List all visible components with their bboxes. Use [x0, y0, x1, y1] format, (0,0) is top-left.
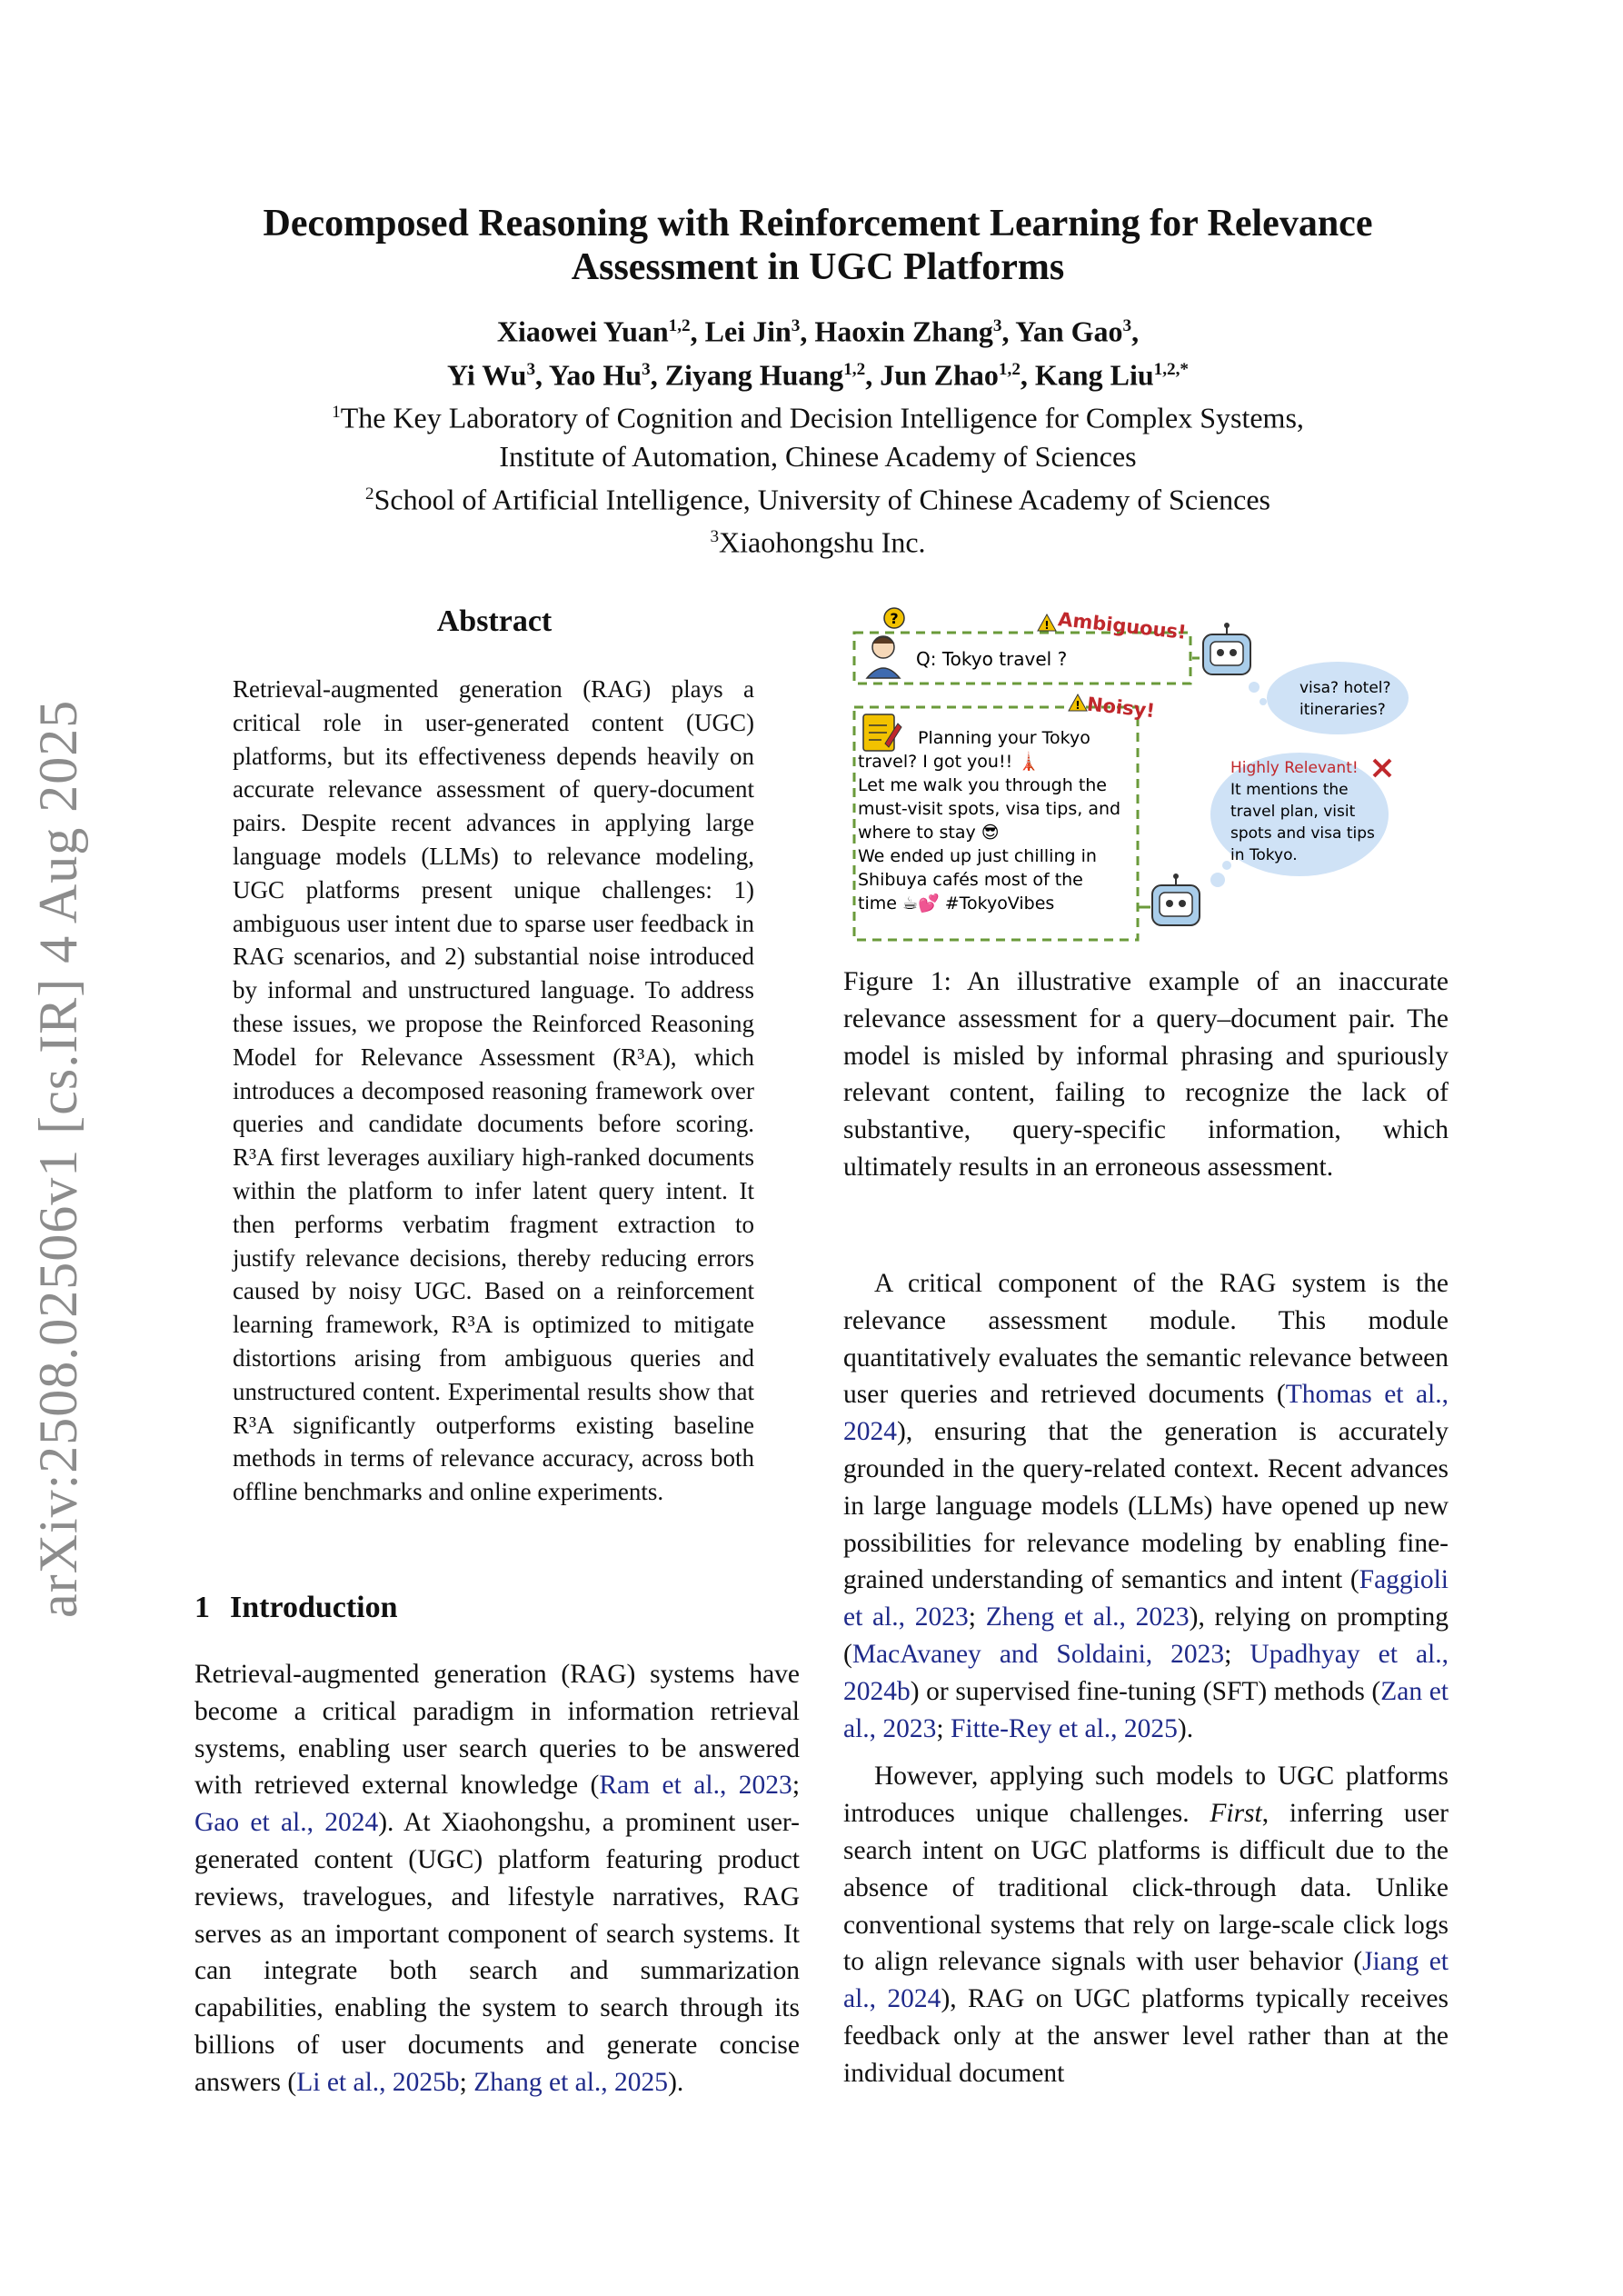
author-name: Lei Jin [704, 314, 792, 348]
svg-text:!: ! [1044, 619, 1050, 632]
author-affiliation-mark: 3 [642, 359, 651, 379]
intro-paragraph-2: A critical component of the RAG system is the relevance assessment module. This module quantitatively evaluates the semantic relevance between user queries and retrieved documents (Thomas et al., 2024), ensuring that the generation is accurately grounded in the query-related context. Recent advances in large language models (LLMs) have opened up new possibilities for relevance modeling by enabling fine-grained understanding of semantics and intent (Faggioli et al., 2023; Zheng et al., 2023), relying on prompting (MacAvaney and Soldaini, 2023; Upadhyay et al., 2024b) or supervised fine-tuning (SFT) methods (Zan et al., 2023; Fitte-Rey et al., 2025). [843, 1269, 1449, 1743]
author-name: Ziyang Huang [664, 358, 844, 392]
arxiv-stamp: arXiv:2508.02506v1 [cs.IR] 4 Aug 2025 [28, 699, 88, 1618]
author-name: Yao Hu [548, 358, 642, 392]
author-affiliation-mark: 1,2 [843, 359, 866, 379]
author-name: Jun Zhao [880, 358, 999, 392]
author-affiliation-mark: 1,2 [668, 316, 691, 335]
author-affiliation-mark: 3 [526, 359, 536, 379]
author-affiliation-mark: 1,2 [998, 359, 1021, 379]
affiliation-line: $^2$School of Artificial Intelligence, University of Chinese Academy of Sciences [365, 483, 1270, 516]
author-affiliation-mark: 3 [1122, 316, 1132, 335]
warning-icon [1069, 694, 1087, 712]
document-icon [863, 714, 901, 751]
noisy-label: Noisy! [1085, 693, 1157, 723]
svg-text:spots and visa tips: spots and visa tips [1230, 824, 1375, 843]
author-line-2: Yi Wu$^3$, Yao Hu$^3$, Ziyang Huang$^{1,2}$, Jun Zhao$^{1,2}$, Kang Liu$^{1,2,*}$ [446, 358, 1189, 392]
user-avatar-icon [867, 608, 904, 678]
affiliation-line: Institute of Automation, Chinese Academy of Sciences [499, 439, 1137, 473]
section-number: 1 [194, 1591, 210, 1624]
doc-line: Let me walk you through the [858, 775, 1107, 795]
robot-top-icon [1203, 623, 1250, 674]
title-line-2: Assessment in UGC Platforms [571, 246, 1065, 288]
svg-text:visa? hotel?: visa? hotel? [1299, 679, 1391, 697]
doc-line: We ended up just chilling in [858, 846, 1097, 866]
figure-1-illustration [845, 607, 1445, 953]
citation-link[interactable]: Thomas et al., 2024 [843, 1380, 1449, 1447]
author-affiliation-mark: 1,2,* [1153, 359, 1189, 379]
citation-link[interactable]: Upadhyay et al., 2024b [843, 1639, 1449, 1706]
citation-link[interactable]: Gao et al., 2024 [194, 1808, 379, 1838]
citation-link[interactable]: MacAvaney and Soldaini, 2023 [851, 1639, 1225, 1669]
doc-line: Shibuya cafés most of the [858, 870, 1083, 890]
svg-text:Highly Relevant!: Highly Relevant! [1230, 759, 1359, 777]
ambiguous-label: Ambiguous! [1057, 608, 1188, 644]
robot-bottom-icon [1152, 873, 1200, 925]
svg-text:itineraries?: itineraries? [1299, 701, 1386, 719]
author-affiliation-mark: 3 [791, 316, 801, 335]
section-title: Introduction [230, 1591, 398, 1624]
author-name: Xiaowei Yuan [496, 314, 669, 348]
paper-title [182, 202, 1454, 289]
svg-text:?: ? [890, 610, 899, 627]
svg-text:It mentions the: It mentions the [1230, 781, 1349, 799]
citation-link[interactable]: Ram et al., 2023 [599, 1771, 792, 1801]
intro-paragraph-3: However, applying such models to UGC platforms introduces unique challenges. First, inferring user search intent on UGC platforms is difficult due to the absence of traditional click-through data. Unlike conventional systems that rely on large-scale click logs to align relevance signals with user behavior (Jiang et al., 2024), RAG on UGC platforms typically receives feedback only at the answer level rather than at the individual document [843, 1762, 1449, 2088]
citation-link[interactable]: Fitte-Rey et al., 2025 [951, 1713, 1178, 1743]
citation-link[interactable]: Faggioli et al., 2023 [843, 1565, 1449, 1632]
emphasis: First [1210, 1799, 1262, 1829]
author-name: Kang Liu [1034, 358, 1154, 392]
author-line-1: Xiaowei Yuan$^{1,2}$, Lei Jin$^3$, Haoxin Zhang$^3$, Yan Gao$^3$, [496, 314, 1140, 348]
affiliation-list [182, 394, 1454, 562]
right-column [843, 1265, 1449, 2103]
svg-text:travel plan, visit: travel plan, visit [1230, 803, 1356, 821]
cross-icon [1374, 760, 1390, 776]
citation-link[interactable]: Li et al., 2025b [296, 2067, 460, 2097]
doc-line: must-visit spots, visa tips, and [858, 799, 1121, 819]
doc-line: time ☕💕 #TokyoVibes [858, 893, 1055, 913]
author-list [182, 307, 1454, 394]
citation-link[interactable]: Zheng et al., 2023 [985, 1602, 1190, 1632]
doc-line: travel? I got you!! 🗼 [858, 752, 1040, 772]
doc-line: Planning your Tokyo [918, 728, 1090, 748]
abstract-body: Retrieval-augmented generation (RAG) plays a critical role in user-generated content (UGC) platforms, but its effectiveness depends heavily on accurate relevance assessment of query-document pairs. Despite recent advances in applying large language models (LLMs) to relevance modeling, UGC platforms present unique challenges: 1) ambiguous user intent due to sparse user feedback in RAG scenarios, and 2) substantial noise introduced by informal and unstructured language. To address these issues, we propose the Reinforced Reasoning Model for Relevance Assessment (R³A), which introduces a decomposed reasoning framework over queries and candidate documents before scoring. R³A first leverages auxiliary high-ranked documents within the platform to infer latent query intent. It then performs verbatim fragment extraction to justify relevance decisions, thereby reducing errors caused by noisy UGC. Based on a reinforcement learning framework, R³A is optimized to mitigate distortions arising from ambiguous queries and unstructured content. Experimental results show that R³A significantly outperforms existing baseline methods in terms of relevance accuracy, across both offline benchmarks and online experiments. [233, 675, 754, 1506]
author-affiliation-mark: 3 [992, 316, 1002, 335]
affiliation-line: $^3$Xiaohongshu Inc. [710, 525, 926, 559]
title-line-1: Decomposed Reasoning with Reinforcement Learning for Relevance [263, 203, 1373, 245]
citation-link[interactable]: Jiang et al., 2024 [843, 1947, 1449, 2014]
author-name: Haoxin Zhang [814, 314, 993, 348]
warning-icon [1038, 614, 1056, 632]
author-name: Yan Gao [1015, 314, 1123, 348]
figure-caption: Figure 1: An illustrative example of an inaccurate relevance assessment for a query–document pair. The model is misled by informal phrasing and spuriously relevant content, failing to recognize the lack of substantive, query-specific information, which ultimately results in an erroneous assessment. [843, 967, 1449, 1182]
thought-bubble [1249, 662, 1409, 734]
doc-line: where to stay 😎 [858, 823, 1000, 843]
author-name: Yi Wu [446, 358, 527, 392]
intro-heading [194, 1591, 398, 1625]
citation-link[interactable]: Zan et al., 2023 [843, 1676, 1449, 1743]
citation-link[interactable]: Zhang et al., 2025 [473, 2067, 669, 2097]
affiliation-line: $^1$The Key Laboratory of Cognition and Decision Intelligence for Complex Systems, [332, 401, 1304, 434]
query-text: Q: Tokyo travel ? [916, 648, 1068, 670]
svg-text:!: ! [1075, 699, 1080, 712]
verdict-bubble [1210, 753, 1389, 887]
svg-text:in Tokyo.: in Tokyo. [1230, 846, 1298, 864]
intro-paragraph-1: Retrieval-augmented generation (RAG) systems have become a critical paradigm in information retrieval systems, enabling user search queries to be answered with retrieved external knowledge (Ram et al., 2023; Gao et al., 2024). At Xiaohongshu, a prominent user-generated content (UGC) platform featuring product reviews, travelogues, and lifestyle narratives, RAG serves as an important component of search systems. It can integrate both search and summarization capabilities, enabling the system to search through its billions of user documents and generate concise answers (Li et al., 2025b; Zhang et al., 2025). [194, 1660, 801, 2097]
abstract-heading: Abstract [436, 604, 553, 638]
